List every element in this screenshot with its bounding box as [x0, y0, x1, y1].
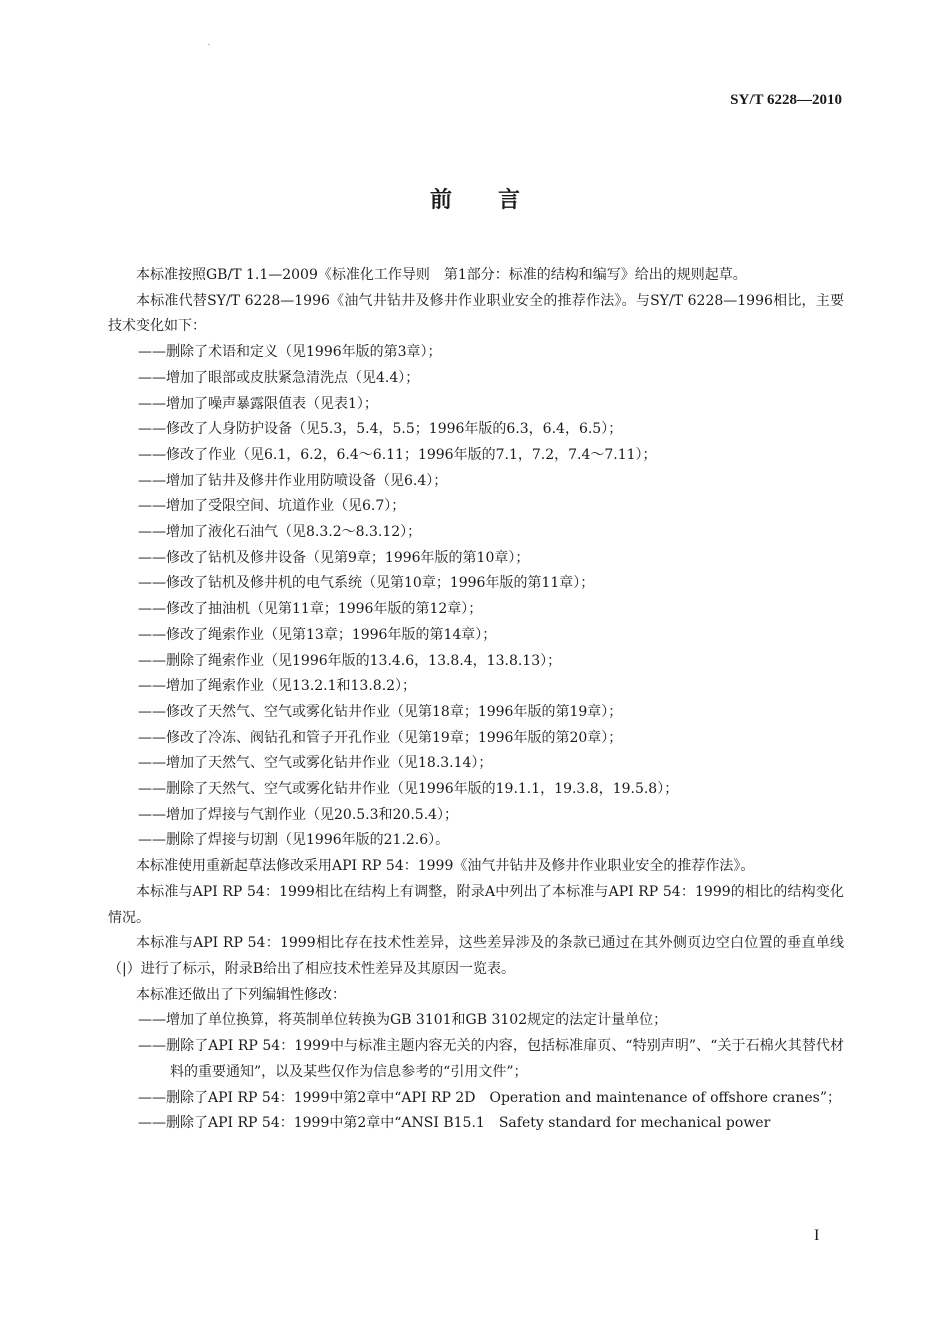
editorial-changes-list — [108, 1008, 844, 1137]
list-item: ——删除了绳索作业（见1996年版的13.4.6，13.8.4，13.8.13）； — [138, 652, 562, 669]
paragraph: 本标准代替SY/T 6228—1996《油气井钻井及修井作业职业安全的推荐作法》。与SY/T 6228—1996相比，主要技术变化如下： — [108, 292, 844, 335]
scan-speck — [208, 44, 210, 45]
list-item: ——增加了绳索作业（见13.2.1和13.8.2）； — [138, 678, 417, 695]
list-item: ——增加了钻井及修井作业用防喷设备（见6.4）； — [138, 472, 448, 489]
list-item: ——增加了焊接与气割作业（见20.5.3和20.5.4）； — [138, 806, 459, 823]
paragraph: 本标准按照GB/T 1.1—2009《标准化工作导则 第1部分：标准的结构和编写》给出的规则起草。 — [136, 267, 747, 283]
technical-changes-list — [108, 340, 844, 854]
standard-code: SY/T 6228—2010 — [730, 92, 842, 108]
list-item: ——修改了人身防护设备（见5.3，5.4，5.5；1996年版的6.3，6.4，6.5）； — [138, 421, 623, 438]
paragraph: 本标准还做出了下列编辑性修改： — [136, 986, 346, 1003]
document-body — [108, 263, 844, 1137]
list-item: ——增加了液化石油气（见8.3.2～8.3.12）； — [138, 524, 422, 541]
list-item: ——增加了天然气、空气或雾化钻井作业（见18.3.14）； — [138, 755, 493, 772]
list-item: ——修改了天然气、空气或雾化钻井作业（见第18章；1996年版的第19章）； — [138, 703, 623, 720]
list-item: ——修改了钻机及修井设备（见第9章；1996年版的第10章）； — [138, 549, 530, 566]
list-item: ——修改了抽油机（见第11章；1996年版的第12章）； — [138, 601, 483, 618]
list-item: ——删除了天然气、空气或雾化钻井作业（见1996年版的19.1.1，19.3.8，19.5.8）； — [138, 781, 679, 798]
list-item: ——增加了噪声暴露限值表（见表1）； — [138, 395, 378, 412]
paragraph: 本标准使用重新起草法修改采用API RP 54：1999《油气井钻井及修井作业职业安全的推荐作法》。 — [136, 858, 755, 875]
paragraph: 本标准与API RP 54：1999相比存在技术性差异，这些差异涉及的条款已通过在其外侧页边空白位置的垂直单线（|）进行了标示，附录B给出了相应技术性差异及其原因一览表。 — [108, 935, 844, 977]
page-number: I — [814, 1227, 820, 1244]
list-item: ——删除了API RP 54：1999中第2章中“ANSI B15.1 Safety standard for mechanical power — [138, 1115, 771, 1132]
paragraph: 本标准与API RP 54：1999相比在结构上有调整，附录A中列出了本标准与API RP 54：1999的相比的结构变化情况。 — [108, 883, 844, 926]
list-item: ——修改了绳索作业（见第13章；1996年版的第14章）； — [138, 626, 497, 643]
list-item: ——删除了API RP 54：1999中与标准主题内容无关的内容，包括标准扉页、“特别声明”、“关于石棉火其替代材料的重要通知”，以及某些仅作为信息参考的“引用文件”； — [138, 1038, 844, 1080]
list-item: ——增加了眼部或皮肤紧急清洗点（见4.4）； — [138, 369, 420, 386]
list-item: ——删除了API RP 54：1999中第2章中“API RP 2D Operation and maintenance of offshore cranes”； — [138, 1089, 842, 1106]
list-item: ——修改了钻机及修井机的电气系统（见第10章；1996年版的第11章）； — [138, 575, 595, 592]
list-item: ——修改了冷冻、阀钻孔和管子开孔作业（见第19章；1996年版的第20章）； — [138, 729, 623, 746]
list-item: ——增加了受限空间、坑道作业（见6.7）； — [138, 498, 406, 515]
list-item: ——删除了术语和定义（见1996年版的第3章）； — [138, 344, 442, 361]
list-item: ——删除了焊接与切割（见1996年版的21.2.6）。 — [138, 832, 450, 849]
list-item: ——增加了单位换算，将英制单位转换为GB 3101和GB 3102规定的法定计量单位； — [138, 1012, 668, 1029]
page-title: 前言 — [429, 188, 566, 213]
list-item: ——修改了作业（见6.1，6.2，6.4～6.11；1996年版的7.1，7.2，7.4～7.11）； — [138, 446, 657, 463]
